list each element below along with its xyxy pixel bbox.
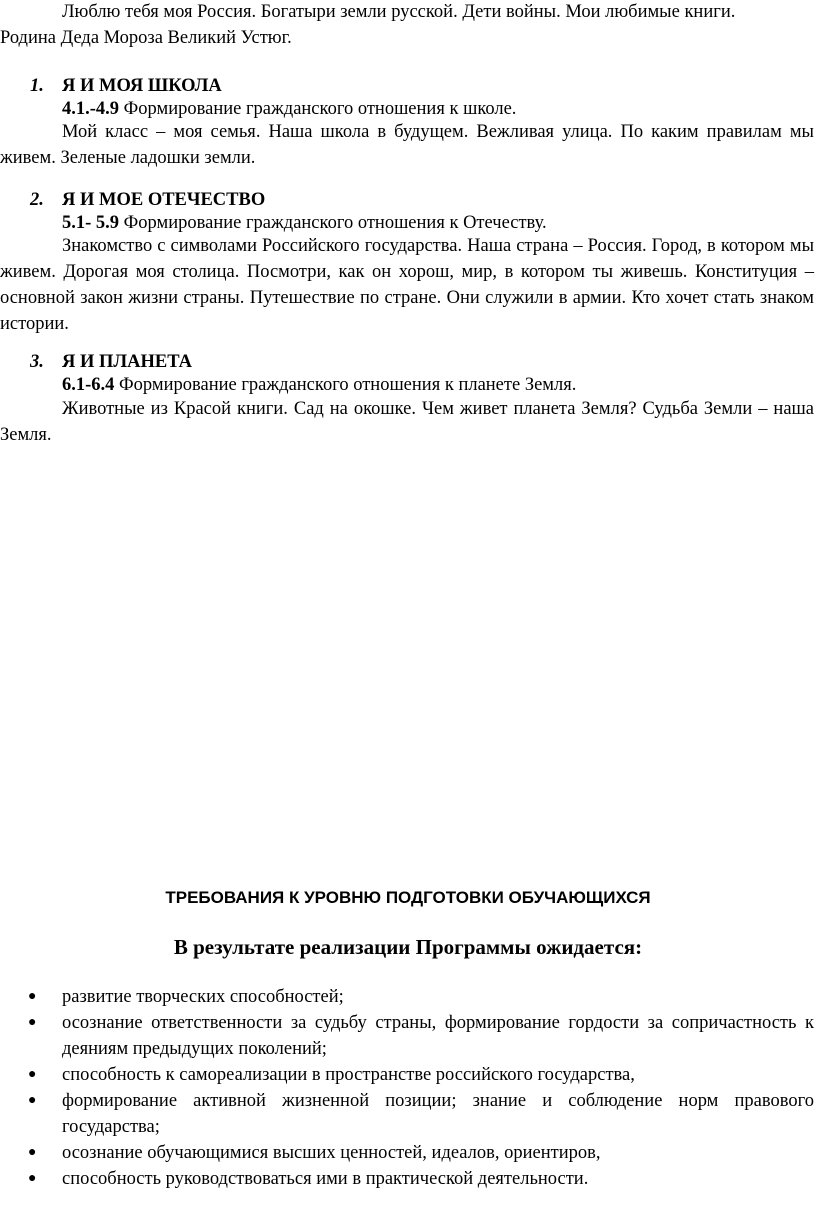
bullet-icon: ● xyxy=(28,1067,37,1082)
list-item xyxy=(0,1140,814,1166)
list-item xyxy=(0,984,814,1010)
list-item-text: развитие творческих способностей; xyxy=(62,987,344,1007)
list-item-text: способность к самореализации в пространстве российского государства, xyxy=(62,1065,635,1085)
intro-line-1: Люблю тебя моя Россия. Богатыри земли русской. Дети войны. Мои любимые книги. xyxy=(62,2,736,22)
requirements-list xyxy=(0,984,814,1192)
section-3-number: 3. xyxy=(30,352,44,372)
list-item-text: осознание обучающимися высших ценностей, идеалов, ориентиров, xyxy=(62,1143,601,1163)
list-item xyxy=(0,1088,814,1140)
list-item-text: формирование активной жизненной позиции; знание и соблюдение норм правового государства; xyxy=(62,1091,814,1137)
list-item xyxy=(0,1166,814,1192)
section-2-number: 2. xyxy=(30,190,44,210)
requirements-subtitle: В результате реализации Программы ожидается: xyxy=(173,935,643,959)
list-item xyxy=(0,1010,814,1062)
bullet-icon: ● xyxy=(28,1015,37,1030)
section-1-code: 4.1.-4.9 xyxy=(62,99,120,119)
section-1-title: Я И МОЯ ШКОЛА xyxy=(62,76,222,96)
section-3-title: Я И ПЛАНЕТА xyxy=(62,352,193,372)
list-item-text: способность руководствоваться ими в практической деятельности. xyxy=(62,1169,589,1189)
section-3-goal xyxy=(62,372,576,398)
section-3-topics: Животные из Красой книги. Сад на окошке. Чем живет планета Земля? Судьба Земли – наша Земля. xyxy=(0,399,814,445)
section-3-goal-text: Формирование гражданского отношения к планете Земля. xyxy=(114,375,577,395)
section-3-code: 6.1-6.4 xyxy=(62,375,115,395)
list-item xyxy=(0,1062,814,1088)
bullet-icon: ● xyxy=(28,1093,37,1108)
bullet-icon: ● xyxy=(28,989,37,1004)
bullet-icon: ● xyxy=(28,1145,37,1160)
requirements-title: ТРЕБОВАНИЯ К УРОВНЮ ПОДГОТОВКИ ОБУЧАЮЩИХСЯ xyxy=(165,888,651,907)
section-2-topics: Знакомство с символами Российского государства. Наша страна – Россия. Город, в котором мы живем. Дорогая моя столица. Посмотри, как он хорош, мир, в котором ты живешь. Конституция – основной закон жизни страны. Путешествие по стране. Они служили в армии. Кто хочет стать знаком истории. xyxy=(0,236,814,334)
section-2-title: Я И МОЕ ОТЕЧЕСТВО xyxy=(62,190,266,210)
section-1-goal-text: Формирование гражданского отношения к школе. xyxy=(119,99,517,119)
section-2-goal-text: Формирование гражданского отношения к Отечеству. xyxy=(119,213,547,233)
bullet-icon: ● xyxy=(28,1171,37,1186)
intro-line-2: Родина Деда Мороза Великий Устюг. xyxy=(0,28,292,48)
section-2-code: 5.1- 5.9 xyxy=(62,213,120,233)
list-item-text: осознание ответственности за судьбу страны, формирование гордости за сопричастность к деяниям предыдущих поколений; xyxy=(62,1013,814,1059)
section-1-topics: Мой класс – моя семья. Наша школа в будущем. Вежливая улица. По каким правилам мы живем. Зеленые ладошки земли. xyxy=(0,122,814,168)
section-1-number: 1. xyxy=(30,76,44,96)
